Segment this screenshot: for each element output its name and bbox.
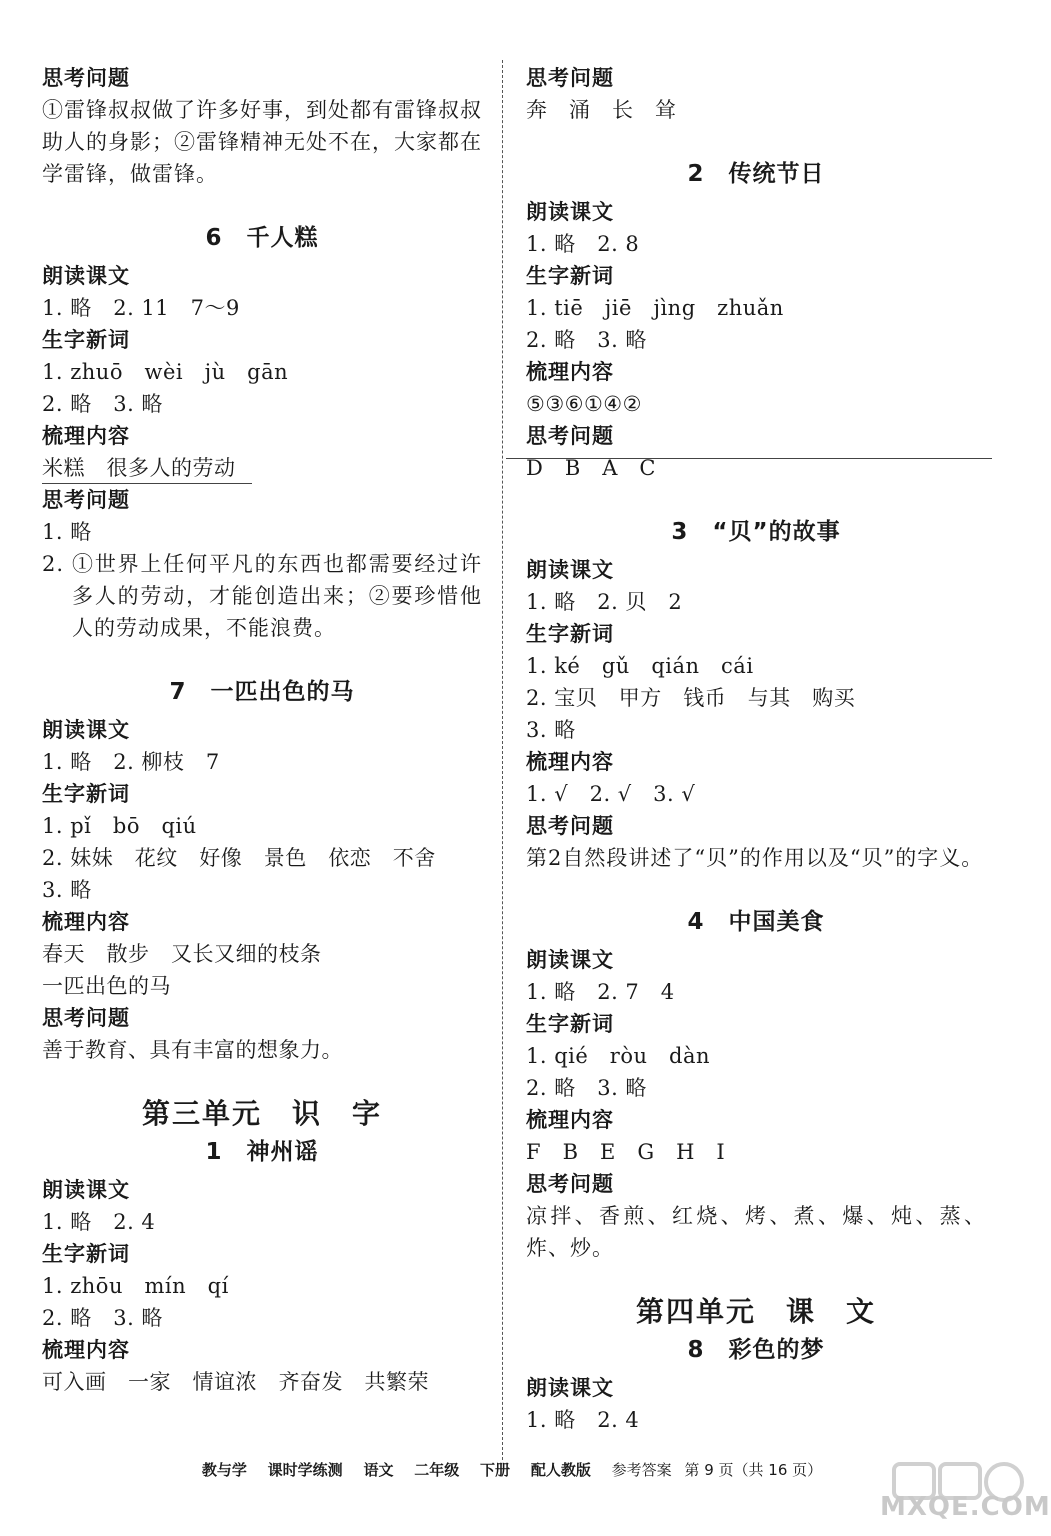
- item-text: ①世界上任何平凡的东西也都需要经过许多人的劳动，才能创造出来；②要珍惜他人的劳动成果，不能浪费。: [72, 552, 482, 640]
- section-heading: 梳理内容: [42, 1338, 130, 1362]
- answer-text: 凉拌、香煎、红烧、烤、煮、爆、炖、蒸、炸、炒。: [526, 1204, 986, 1260]
- answer-line: 1. 略 2. 8: [526, 232, 640, 256]
- lesson-title: 3 “贝”的故事: [671, 519, 841, 545]
- answer-line: 1. 略 2. 4: [526, 1408, 640, 1432]
- section-heading: 思考问题: [526, 424, 614, 448]
- answer-line: 一匹出色的马: [42, 974, 171, 998]
- lesson-title: 8 彩色的梦: [687, 1337, 825, 1363]
- right-column: [526, 62, 986, 1436]
- section-heading: 梳理内容: [42, 424, 130, 448]
- unit-title: 第四单元 课 文: [635, 1295, 876, 1328]
- answer-text: 第2自然段讲述了“贝”的作用以及“贝”的字义。: [526, 846, 984, 870]
- section-heading: 生字新词: [526, 1012, 614, 1036]
- left-column: [42, 62, 482, 1398]
- footer-grade: 二年级: [414, 1461, 460, 1479]
- section-heading: 生字新词: [526, 264, 614, 288]
- answer-item: [42, 548, 482, 644]
- answer-line: 2. 略 3. 略: [42, 392, 163, 416]
- section-heading: 朗读课文: [526, 948, 614, 972]
- answer-line: 善于教育、具有丰富的想象力。: [42, 1038, 343, 1062]
- scan-stray-line: [42, 483, 252, 484]
- answer-line: 1. 略 2. 贝 2: [526, 590, 683, 614]
- section-heading: 思考问题: [42, 66, 130, 90]
- answer-line: 1. pǐ bō qiú: [42, 814, 197, 838]
- answer-line: 可入画 一家 情谊浓 齐奋发 共繁荣: [42, 1370, 429, 1394]
- section-heading: 生字新词: [42, 328, 130, 352]
- answer-line: 1. 略 2. 7 4: [526, 980, 675, 1004]
- page-footer: [0, 1456, 1032, 1484]
- unit-title: 第三单元 识 字: [141, 1097, 382, 1130]
- answer-line: 3. 略: [526, 718, 576, 742]
- section-heading: 思考问题: [42, 488, 130, 512]
- section-heading: 梳理内容: [42, 910, 130, 934]
- footer-series: 课时学练测: [267, 1461, 343, 1479]
- watermark-text: MXQE.COM: [880, 1492, 1051, 1522]
- section-heading: 梳理内容: [526, 750, 614, 774]
- answer-line: 1. 略: [42, 520, 92, 544]
- answer-line: 2. 略 3. 略: [526, 328, 647, 352]
- footer-subject: 语文: [363, 1461, 394, 1479]
- answer-line: 2. 略 3. 略: [526, 1076, 647, 1100]
- section-heading: 朗读课文: [526, 558, 614, 582]
- section-heading: 思考问题: [526, 1172, 614, 1196]
- footer-volume: 下册: [480, 1461, 511, 1479]
- lesson-title: 1 神州谣: [205, 1139, 319, 1165]
- answer-line: 米糕 很多人的劳动: [42, 456, 236, 480]
- answer-line: D B A C: [526, 456, 657, 480]
- lesson-title: 4 中国美食: [687, 909, 825, 935]
- lesson-title: 2 传统节日: [687, 161, 825, 187]
- section-heading: 生字新词: [42, 782, 130, 806]
- answer-line: ⑤③⑥①④②: [526, 392, 642, 416]
- section-heading: 朗读课文: [526, 200, 614, 224]
- answer-line: 2. 略 3. 略: [42, 1306, 163, 1330]
- answer-line: 奔 涌 长 耸: [526, 98, 677, 122]
- answer-text: ①雷锋叔叔做了许多好事，到处都有雷锋叔叔助人的身影；②雷锋精神无处不在，大家都在学雷锋，做雷锋。: [42, 98, 482, 186]
- scan-stray-line: [506, 458, 992, 459]
- section-heading: 生字新词: [526, 622, 614, 646]
- lesson-title: 7 一匹出色的马: [169, 679, 355, 705]
- section-heading: 朗读课文: [42, 264, 130, 288]
- answer-line: 1. ké gǔ qián cái: [526, 654, 754, 678]
- answer-line: 1. 略 2. 4: [42, 1210, 156, 1234]
- section-heading: 朗读课文: [42, 1178, 130, 1202]
- section-heading: 思考问题: [526, 814, 614, 838]
- footer-label: 参考答案: [611, 1461, 672, 1479]
- answer-line: 1. 略 2. 柳枝 7: [42, 750, 220, 774]
- column-divider: [502, 60, 503, 1460]
- footer-brand: 教与学: [201, 1461, 247, 1479]
- section-heading: 朗读课文: [42, 718, 130, 742]
- page-number: 第 9 页（共 16 页）: [684, 1461, 823, 1479]
- section-heading: 梳理内容: [526, 360, 614, 384]
- answer-line: 1. tiē jiē jìng zhuǎn: [526, 296, 784, 320]
- item-number: 2.: [42, 552, 65, 576]
- answer-line: 1. 略 2. 11 7～9: [42, 296, 240, 320]
- answer-line: 1. qié ròu dàn: [526, 1044, 710, 1068]
- section-heading: 朗读课文: [526, 1376, 614, 1400]
- answer-line: 1. √ 2. √ 3. √: [526, 782, 696, 806]
- section-heading: 梳理内容: [526, 1108, 614, 1132]
- lesson-title: 6 千人糕: [205, 225, 319, 251]
- answer-line: 春天 散步 又长又细的枝条: [42, 942, 322, 966]
- answer-line: 3. 略: [42, 878, 92, 902]
- answer-line: F B E G H I: [526, 1140, 726, 1164]
- section-heading: 思考问题: [42, 1006, 130, 1030]
- section-heading: 思考问题: [526, 66, 614, 90]
- answer-line: 1. zhōu mín qí: [42, 1274, 229, 1298]
- answer-line: 2. 妹妹 花纹 好像 景色 依恋 不舍: [42, 846, 436, 870]
- answer-line: 2. 宝贝 甲方 钱币 与其 购买: [526, 686, 856, 710]
- footer-edition: 配人教版: [530, 1461, 591, 1479]
- answer-line: 1. zhuō wèi jù gān: [42, 360, 289, 384]
- section-heading: 生字新词: [42, 1242, 130, 1266]
